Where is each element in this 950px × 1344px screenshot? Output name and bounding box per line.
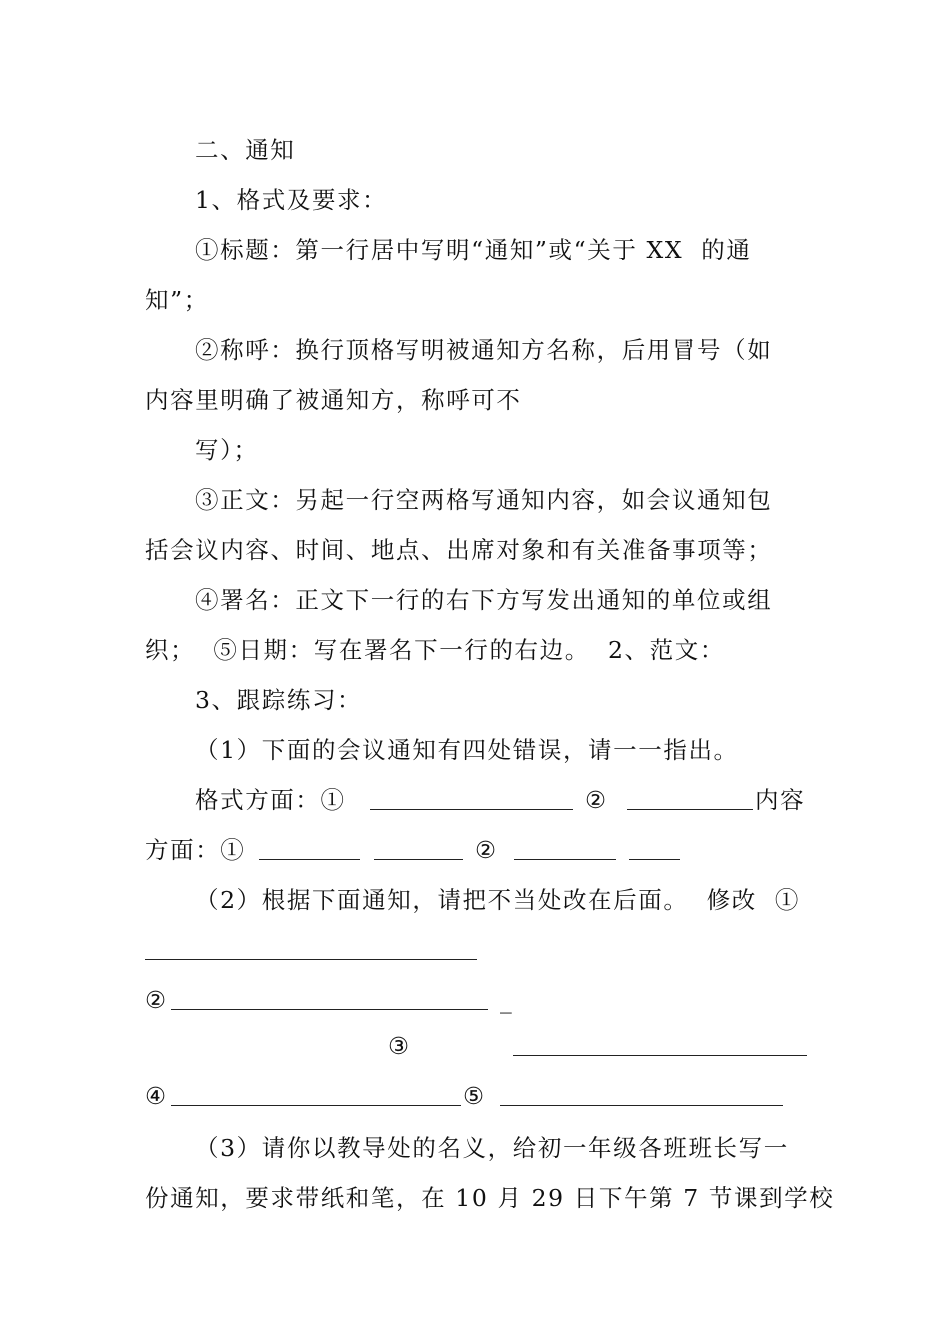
q2-mark2-tail: _ bbox=[500, 986, 514, 1014]
q1-mark2b: ② bbox=[475, 836, 498, 864]
q1-content-label2: 方面：① bbox=[145, 836, 246, 864]
item2-line1: ②称呼：换行顶格写明被通知方名称，后用冒号（如 bbox=[195, 336, 773, 364]
item2-line2: 内容里明确了被通知方，称呼可不 bbox=[145, 386, 522, 414]
q2-mark2: ② bbox=[145, 986, 168, 1014]
answer-blank[interactable] bbox=[370, 787, 573, 810]
answer-blank[interactable] bbox=[145, 937, 477, 960]
practice-title: 3、跟踪练习： bbox=[195, 686, 363, 714]
format-title: 1、格式及要求： bbox=[195, 186, 388, 214]
q1-mark2: ② bbox=[585, 786, 608, 814]
answer-blank[interactable] bbox=[627, 787, 753, 810]
question-1: （1）下面的会议通知有四处错误，请一一指出。 bbox=[195, 736, 739, 764]
answer-blank[interactable] bbox=[374, 837, 463, 860]
q2-mark3: ③ bbox=[388, 1032, 411, 1060]
question-2: （2）根据下面通知，请把不当处改在后面。 修改 ① bbox=[195, 886, 801, 914]
answer-blank[interactable] bbox=[629, 837, 680, 860]
answer-blank[interactable] bbox=[514, 837, 616, 860]
item1-line2: 知”； bbox=[145, 286, 209, 314]
item2-line3: 写）； bbox=[195, 436, 259, 464]
q2-mark5: ⑤ bbox=[463, 1082, 486, 1110]
item1-line1: ①标题：第一行居中写明“通知”或“关于 XX 的通 bbox=[195, 236, 752, 264]
question-3-line2: 份通知，要求带纸和笔，在 10 月 29 日下午第 7 节课到学校 bbox=[145, 1184, 835, 1212]
section-heading: 二、通知 bbox=[195, 136, 296, 164]
q1-format-label: 格式方面：① bbox=[195, 786, 346, 814]
question-3-line1: （3）请你以教导处的名义，给初一年级各班班长写一 bbox=[195, 1134, 789, 1162]
item3-line1: ③正文：另起一行空两格写通知内容，如会议通知包 bbox=[195, 486, 773, 514]
q1-content-label: 内容 bbox=[755, 786, 806, 814]
answer-blank[interactable] bbox=[171, 987, 488, 1010]
answer-blank[interactable] bbox=[513, 1033, 807, 1056]
q2-mark4: ④ bbox=[145, 1082, 168, 1110]
answer-blank[interactable] bbox=[171, 1083, 461, 1106]
item4-line1: ④署名：正文下一行的右下方写发出通知的单位或组 bbox=[195, 586, 773, 614]
answer-blank[interactable] bbox=[259, 837, 360, 860]
item4-line2: 织； ⑤日期：写在署名下一行的右边。 2、范文： bbox=[145, 636, 725, 664]
item3-line2: 括会议内容、时间、地点、出席对象和有关准备事项等； bbox=[145, 536, 773, 564]
answer-blank[interactable] bbox=[500, 1083, 783, 1106]
